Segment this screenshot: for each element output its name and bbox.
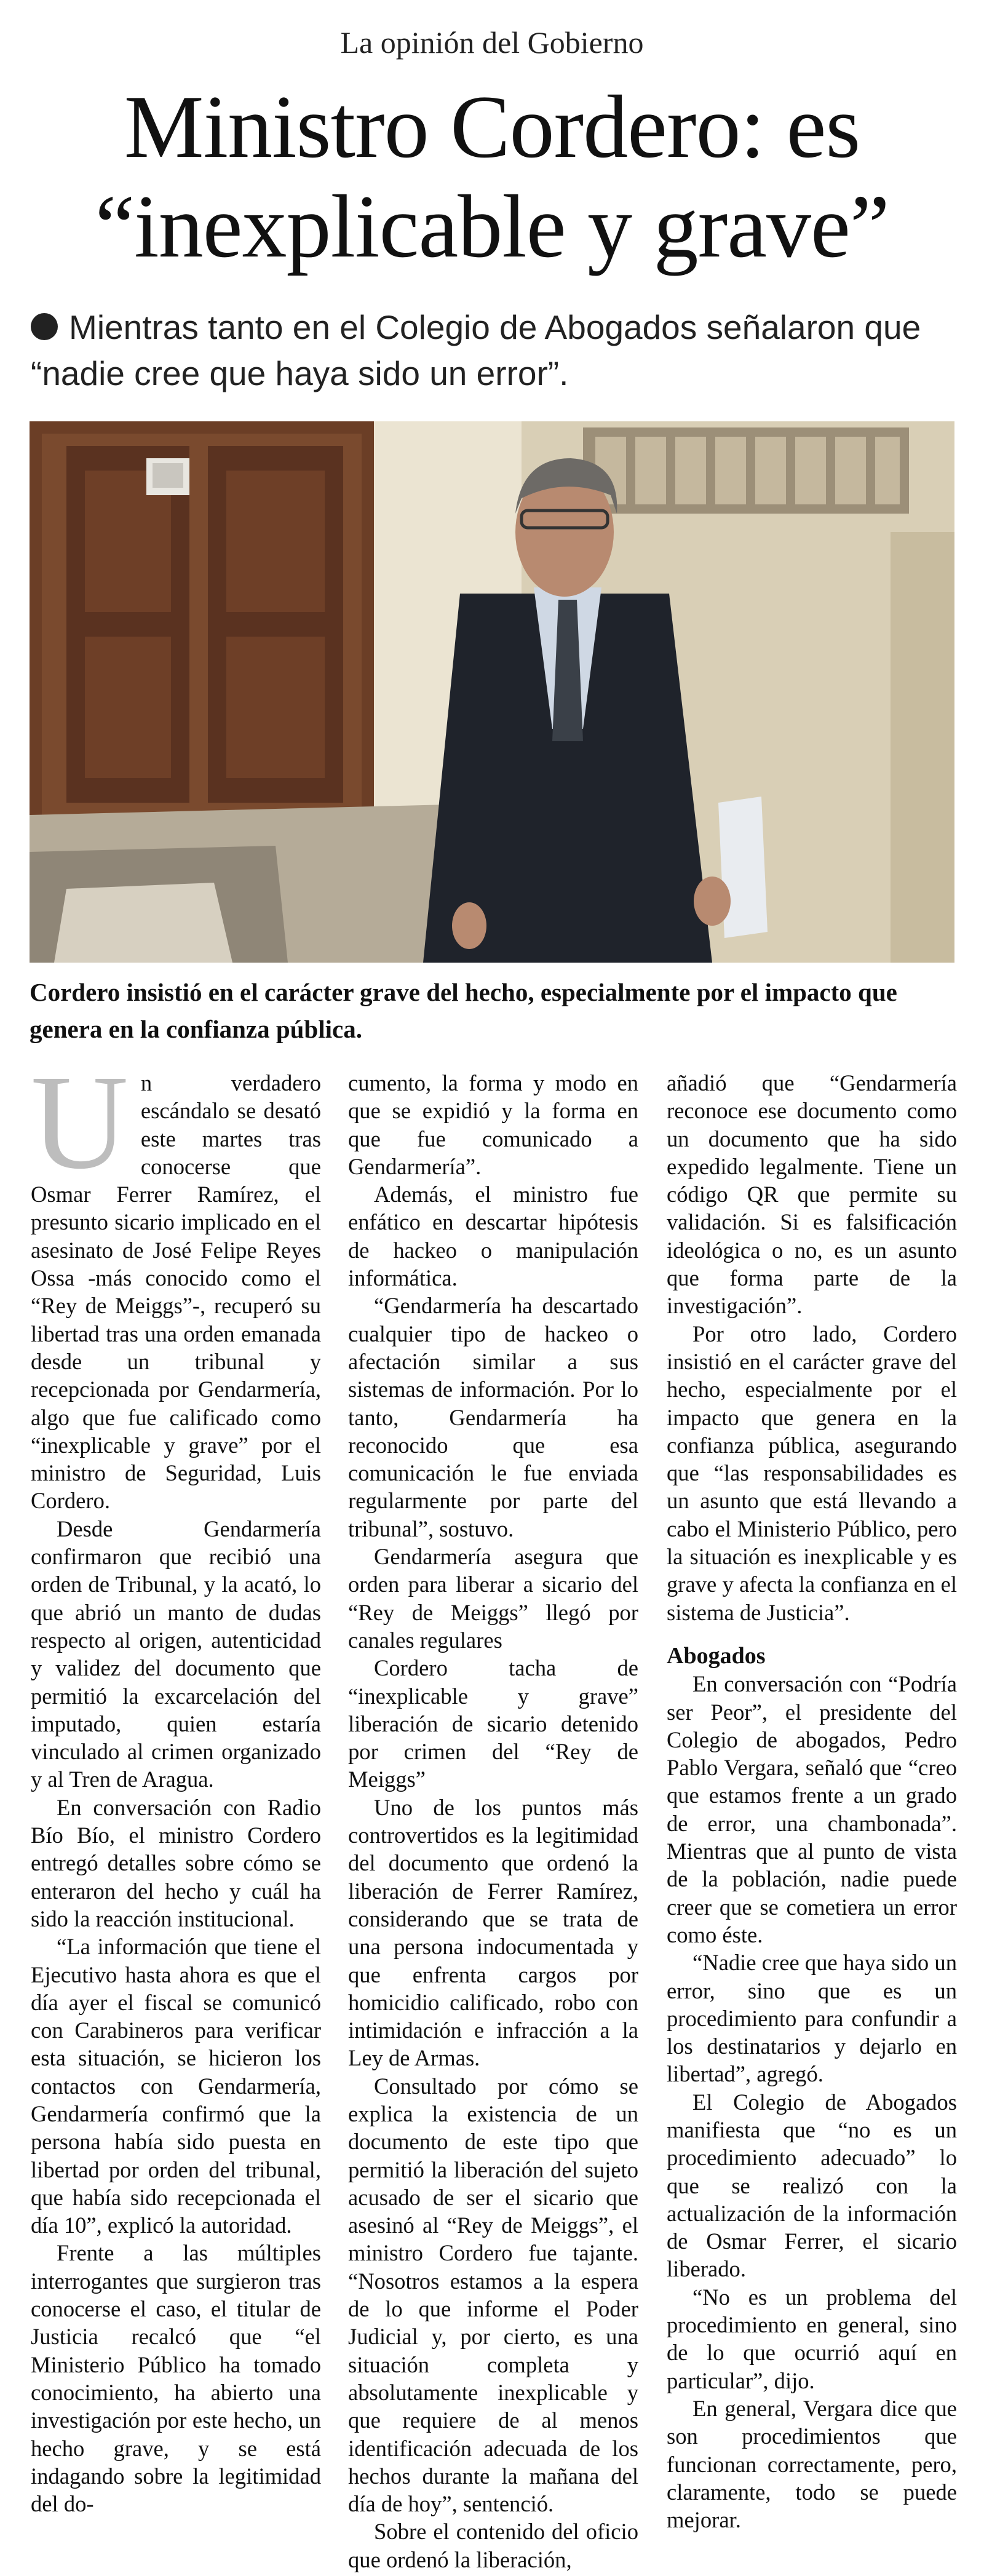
paragraph: Cordero tacha de “inexplicable y grave” liberación de sicario detenido por crimen del “Rey de Meiggs”	[348, 1655, 638, 1792]
paragraph: En conversación con Radio Bío Bío, el ministro Cordero entregó detalles sobre cómo se enteraron del hecho y cuál ha sido la reacción institucional.	[31, 1794, 321, 1931]
paragraph: Uno de los puntos más controvertidos es la legitimidad del documento que ordenó la liberación de Ferrer Ramírez, considerando que se trata de una persona indocumentada y que enfrenta cargos por homicidio calificado, robo con intimidación e infracción a la Ley de Armas.	[348, 1794, 638, 2071]
paragraph: cumento, la forma y modo en que se expidió y la forma en que fue comunicado a Gendarmería”.	[348, 1070, 638, 1179]
subheading: Abogados	[667, 1642, 766, 1669]
photo-illustration	[30, 421, 954, 963]
headline-line-1: Ministro Cordero: es	[124, 77, 860, 177]
paragraph: “No es un problema del procedimiento en general, sino de lo que ocurrió aquí en particular”, dijo.	[667, 2284, 957, 2393]
drop-cap: U	[31, 1047, 129, 1197]
deck	[31, 304, 959, 397]
paragraph: Gendarmería asegura que orden para liberar a sicario del “Rey de Meiggs” llegó por canales regulares	[348, 1544, 638, 1653]
article-photo	[30, 421, 954, 963]
paragraph: Además, el ministro fue enfático en descartar hipótesis de hackeo o manipulación informática.	[348, 1182, 638, 1291]
article-column-3	[667, 1069, 957, 2534]
paragraph: En general, Vergara dice que son procedimientos que funcionan correctamente, pero, claramente, todo se puede mejorar.	[667, 2395, 957, 2533]
paragraph: “Nadie cree que haya sido un error, sino que es un procedimiento para confundir a los destinatarios y dejarlo en libertad”, agregó.	[667, 1950, 957, 2087]
paragraph: Por otro lado, Cordero insistió en el carácter grave del hecho, especialmente por el impacto que genera en la confianza pública, asegurando que “las responsabilidades es un asunto que está llevando a cabo el Ministerio Público, pero la situación es inexplicable y es grave y afecta la confianza en el sistema de Justicia”.	[667, 1321, 957, 1625]
paragraph: n verdadero escándalo se desató este martes tras conocerse que Osmar Ferrer Ramírez, el presunto sicario implicado en el asesinato de José Felipe Reyes Ossa -más conocido como el “Rey de Meiggs”-, recuperó su libertad tras una orden emanada desde un tribunal y recepcionada por Gendarmería, algo que fue calificado como “inexplicable y grave” por el ministro de Seguridad, Luis Cordero.	[31, 1070, 321, 1514]
paragraph: añadió que “Gendarmería reconoce ese documento como un documento que ha sido expedido legalmente. Tiene un código QR que permite su validación. Si es falsificación ideológica o no, es un asunto que forma parte de la investigación”.	[667, 1070, 957, 1319]
headline	[18, 77, 966, 276]
paragraph: El Colegio de Abogados manifiesta que “no es un procedimiento adecuado” lo que se realizó con la actualización de la información de Osmar Ferrer, el sicario liberado.	[667, 2089, 957, 2282]
paragraph: “Gendarmería ha descartado cualquier tipo de hackeo o afectación similar a sus sistemas de información. Por lo tanto, Gendarmería ha reconocido que esa comunicación le fue enviada regularmente por parte del tribunal”, sostuvo.	[348, 1293, 638, 1541]
paragraph: “La información que tiene el Ejecutivo hasta ahora es que el día ayer el fiscal se comunicó con Carabineros para verificar esta situación, se hicieron los contactos con Gendarmería, Gendarmería confirmó que la persona había sido puesta en libertad por orden del tribunal, que había sido recepcionada el día 10”, explicó la autoridad.	[31, 1934, 321, 2238]
paragraph: Desde Gendarmería confirmaron que recibió una orden de Tribunal, y la acató, lo que abrió un manto de dudas respecto al origen, autenticidad y validez del documento que permitió la excarcelación del imputado, quien estaría vinculado al crimen organizado y al Tren de Aragua.	[31, 1516, 321, 1792]
paragraph: Sobre el contenido del oficio que ordenó la liberación,	[348, 2519, 638, 2572]
paragraph: En conversación con “Podría ser Peor”, el presidente del Colegio de abogados, Pedro Pablo Vergara, señaló que “creo que estamos frente a un grado de error, una chambonada”. Mientras que al punto de vista de la población, nadie puede creer que se cometiera un error como éste.	[667, 1671, 957, 1947]
paragraph: Frente a las múltiples interrogantes que surgieron tras conocerse el caso, el titular de Justicia recalcó que “el Ministerio Público ha tomado conocimiento, ha abierto una investigación por este hecho, un hecho grave, y se está indagando sobre la legitimidad del do-	[31, 2240, 321, 2517]
photo-caption: Cordero insistió en el carácter grave del hecho, especialmente por el impacto que genera en la confianza pública.	[30, 978, 897, 1043]
deck-text: Mientras tanto en el Colegio de Abogados señalaron que “nadie cree que haya sido un error”.	[31, 308, 921, 392]
section-kicker: La opinión del Gobierno	[340, 25, 644, 60]
article-column-1	[31, 1047, 321, 2518]
bullet-icon	[31, 313, 58, 340]
paragraph: Consultado por cómo se explica la existencia de un documento de este tipo que permitió la liberación del sujeto acusado de ser el sicario que asesinó al “Rey de Meiggs”, el ministro Cordero fue tajante. “Nosotros estamos a la espera de lo que informe el Poder Judicial y, por cierto, es una situación completa y absolutamente inexplicable y que requiere de al menos identificación adecuada de los hechos durante la mañana del día de hoy”, sentenció.	[348, 2073, 638, 2517]
article-column-2	[348, 1069, 638, 2574]
headline-line-2: “inexplicable y grave”	[95, 177, 889, 276]
